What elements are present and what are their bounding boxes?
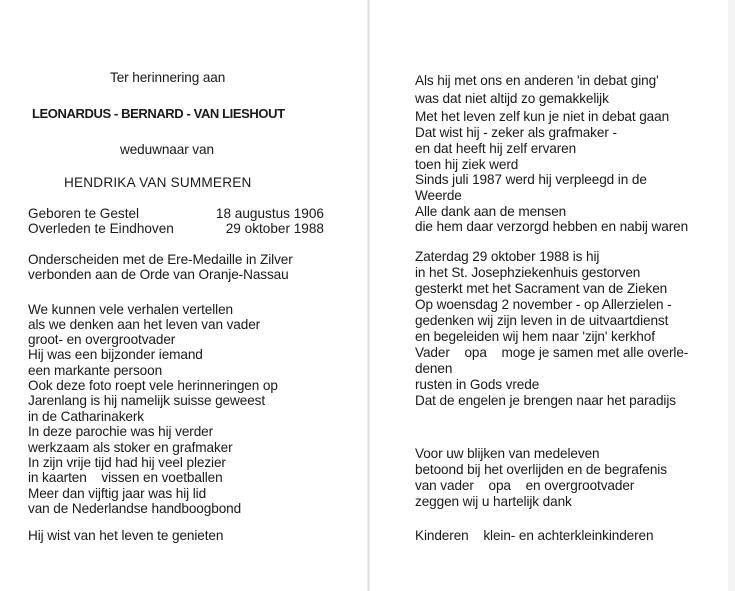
text-line: denen — [415, 361, 453, 376]
poem-line: van de Nederlandse handboogbond — [28, 501, 242, 516]
text-line: Met het leven zelf kun je niet in debat gaan — [415, 109, 670, 124]
poem-line: In deze parochie was hij verder — [28, 424, 214, 439]
card-edge — [728, 0, 735, 591]
text-line: Sinds juli 1987 werd hij verpleegd in de — [415, 172, 647, 187]
honor-line: Onderscheiden met de Ere-Medaille in Zilver — [28, 252, 293, 267]
spouse-name: HENDRIKA VAN SUMMEREN — [64, 175, 252, 190]
deceased-name: LEONARDUS - BERNARD - VAN LIESHOUT — [32, 106, 285, 121]
poem-line: Meer dan vijftig jaar was hij lid — [28, 486, 207, 501]
birth-date: 18 augustus 1906 — [215, 206, 324, 221]
text-line: Alle dank aan de mensen — [415, 204, 567, 219]
poem-line: in de Catharinakerk — [28, 409, 144, 424]
closing-signature: Kinderen klein- en achterkleinkinderen — [415, 528, 654, 543]
text-line: Dat wist hij - zeker als grafmaker - — [415, 125, 617, 140]
text-line: gedenken wij zijn leven in de uitvaartdienst — [415, 313, 669, 328]
text-line: toen hij ziek werd — [415, 157, 519, 172]
text-line: die hem daar verzorgd hebben en nabij waren — [415, 219, 689, 234]
card-fold — [367, 0, 370, 591]
text-line: in het St. Josephziekenhuis gestorven — [415, 265, 641, 280]
birth-label: Geboren te Gestel — [28, 206, 140, 221]
poem-line: als we denken aan het leven van vader — [28, 317, 261, 332]
poem-line: in kaarten vissen en voetballen — [28, 470, 223, 485]
poem-line: In zijn vrije tijd had hij veel plezier — [28, 455, 226, 470]
poem-line: een markante persoon — [28, 363, 163, 378]
relation-text: weduwnaar van — [120, 142, 214, 157]
text-line: Als hij met ons en anderen 'in debat ging' — [415, 73, 659, 88]
text-line: Dat de engelen je brengen naar het paradijs — [415, 393, 676, 408]
text-line: was dat niet altijd zo gemakkelijk — [415, 91, 609, 106]
death-label: Overleden te Eindhoven — [28, 221, 174, 236]
thanks-line: zeggen wij u hartelijk dank — [415, 494, 572, 509]
poem-line: Hij was een bijzonder iemand — [28, 347, 203, 362]
text-line: Op woensdag 2 november - op Allerzielen - — [415, 297, 672, 312]
poem-line: Hij wist van het leven te genieten — [28, 528, 224, 543]
text-line: en begeleiden wij hem naar 'zijn' kerkhof — [415, 329, 655, 344]
poem-line: Ook deze foto roept vele herinneringen op — [28, 378, 278, 393]
text-line: en dat heeft hij zelf ervaren — [415, 141, 577, 156]
poem-line: We kunnen vele verhalen vertellen — [28, 302, 234, 317]
text-line: Vader opa moge je samen met alle overle- — [415, 345, 689, 360]
death-date: 29 oktober 1988 — [225, 221, 324, 236]
text-line: gesterkt met het Sacrament van de Zieken — [415, 281, 668, 296]
text-line: Weerde — [415, 188, 462, 203]
text-line: rusten in Gods vrede — [415, 377, 540, 392]
poem-line: groot- en overgrootvader — [28, 332, 176, 347]
honor-line: verbonden aan de Orde van Oranje-Nassau — [28, 267, 289, 282]
thanks-line: Voor uw blijken van medeleven — [415, 446, 600, 461]
thanks-line: betoond bij het overlijden en de begrafenis — [415, 462, 667, 477]
thanks-line: van vader opa en overgrootvader — [415, 478, 635, 493]
intro-text: Ter herinnering aan — [110, 70, 226, 85]
text-line: Zaterdag 29 oktober 1988 is hij — [415, 249, 600, 264]
poem-line: werkzaam als stoker en grafmaker — [28, 440, 233, 455]
poem-line: Jarenlang is hij namelijk suisse geweest — [28, 393, 266, 408]
